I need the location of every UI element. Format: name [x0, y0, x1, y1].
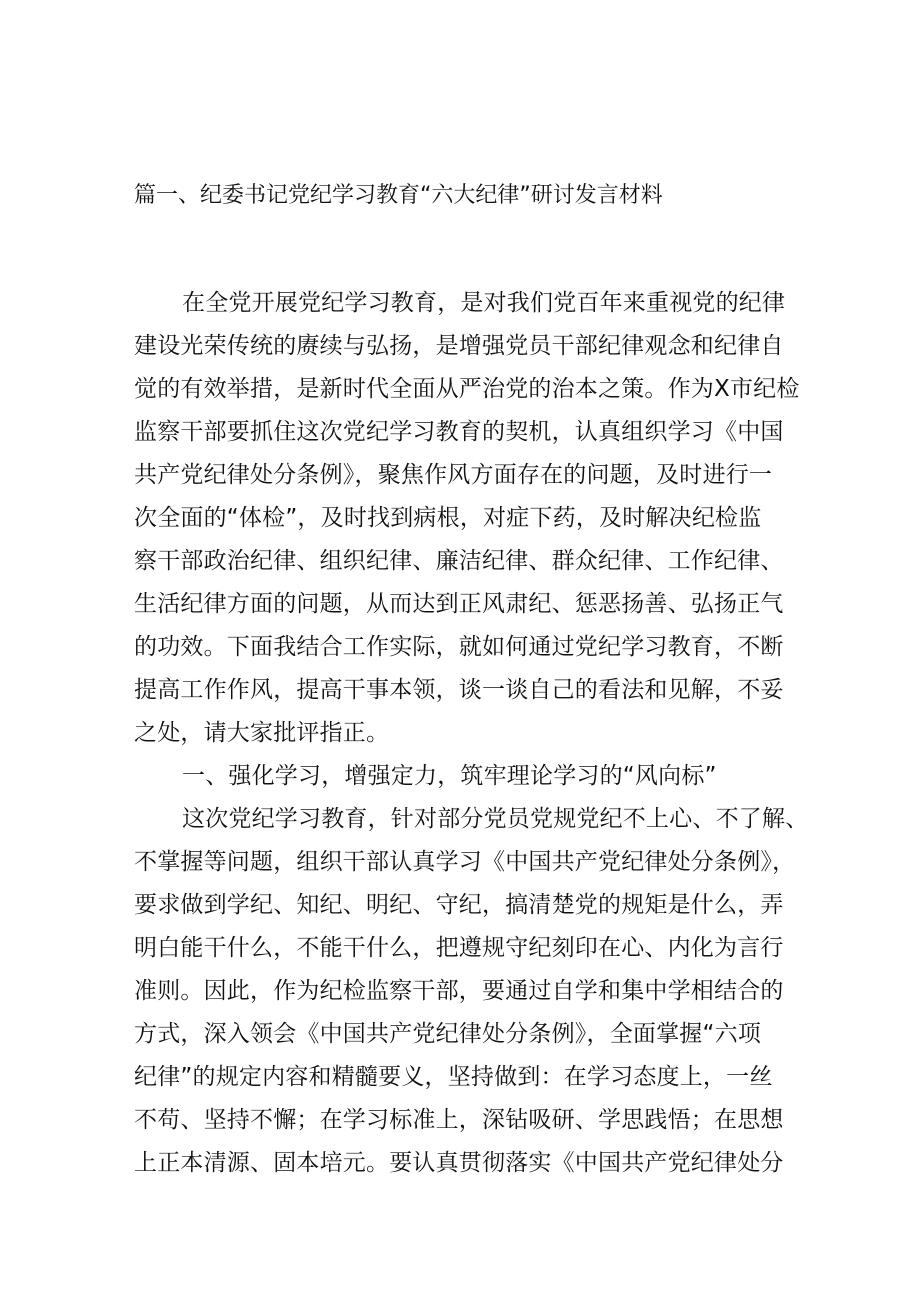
paragraph-line: 明白能干什么，不能干什么，把遵规守纪刻印在心、内化为言行 [134, 935, 784, 961]
document-body [134, 282, 809, 1185]
paragraph-line: 纪律”的规定内容和精髓要义，坚持做到：在学习态度上，一丝 [134, 1064, 773, 1090]
paragraph-line: 建设光荣传统的赓续与弘扬，是增强党员干部纪律观念和纪律自 [134, 333, 784, 359]
paragraph-line: 在全党开展党纪学习教育，是对我们党百年来重视党的纪律 [182, 290, 786, 316]
paragraph-line: 的功效。下面我结合工作实际，就如何通过党纪学习教育，不断 [134, 634, 784, 660]
paragraph-line: 提高工作作风，提高干事本领，谈一谈自己的看法和见解，不妥 [134, 677, 784, 703]
paragraph-line: 不掌握等问题，组织干部认真学习《中国共产党纪律处分条例》， [134, 849, 796, 875]
section-heading: 一、强化学习，增强定力，筑牢理论学习的“风向标” [182, 763, 717, 789]
paragraph-line: 不苟、坚持不懈；在学习标准上，深钻吸研、学思践悟；在思想 [134, 1107, 784, 1133]
paragraph-line: 要求做到学纪、知纪、明纪、守纪，搞清楚党的规矩是什么，弄 [134, 892, 784, 918]
paragraph-line: 准则。因此，作为纪检监察干部，要通过自学和集中学相结合的 [134, 978, 784, 1004]
document-title: 篇一、纪委书记党纪学习教育“六大纪律”研讨发言材料 [134, 183, 663, 208]
paragraph-line: 次全面的“体检”，及时找到病根，对症下药，及时解决纪检监 [134, 505, 762, 531]
paragraph-line: 监察干部要抓住这次党纪学习教育的契机，认真组织学习《中国 [134, 419, 784, 445]
paragraph-line: 察干部政治纪律、组织纪律、廉洁纪律、群众纪律、工作纪律、 [134, 548, 784, 574]
paragraph-line: 上正本清源、固本培元。要认真贯彻落实《中国共产党纪律处分 [134, 1150, 784, 1176]
paragraph-line: 生活纪律方面的问题，从而达到正风肃纪、惩恶扬善、弘扬正气 [134, 591, 784, 617]
paragraph-line: 方式，深入领会《中国共产党纪律处分条例》，全面掌握“六项 [134, 1021, 762, 1047]
paragraph-line: 之处，请大家批评指正。 [134, 720, 390, 746]
paragraph-line: 觉的有效举措，是新时代全面从严治党的治本之策。作为X市纪检 [134, 376, 800, 402]
paragraph-line: 共产党纪律处分条例》，聚焦作风方面存在的问题，及时进行一 [134, 462, 773, 488]
paragraph-line: 这次党纪学习教育，针对部分党员党规党纪不上心、不了解、 [182, 806, 809, 832]
